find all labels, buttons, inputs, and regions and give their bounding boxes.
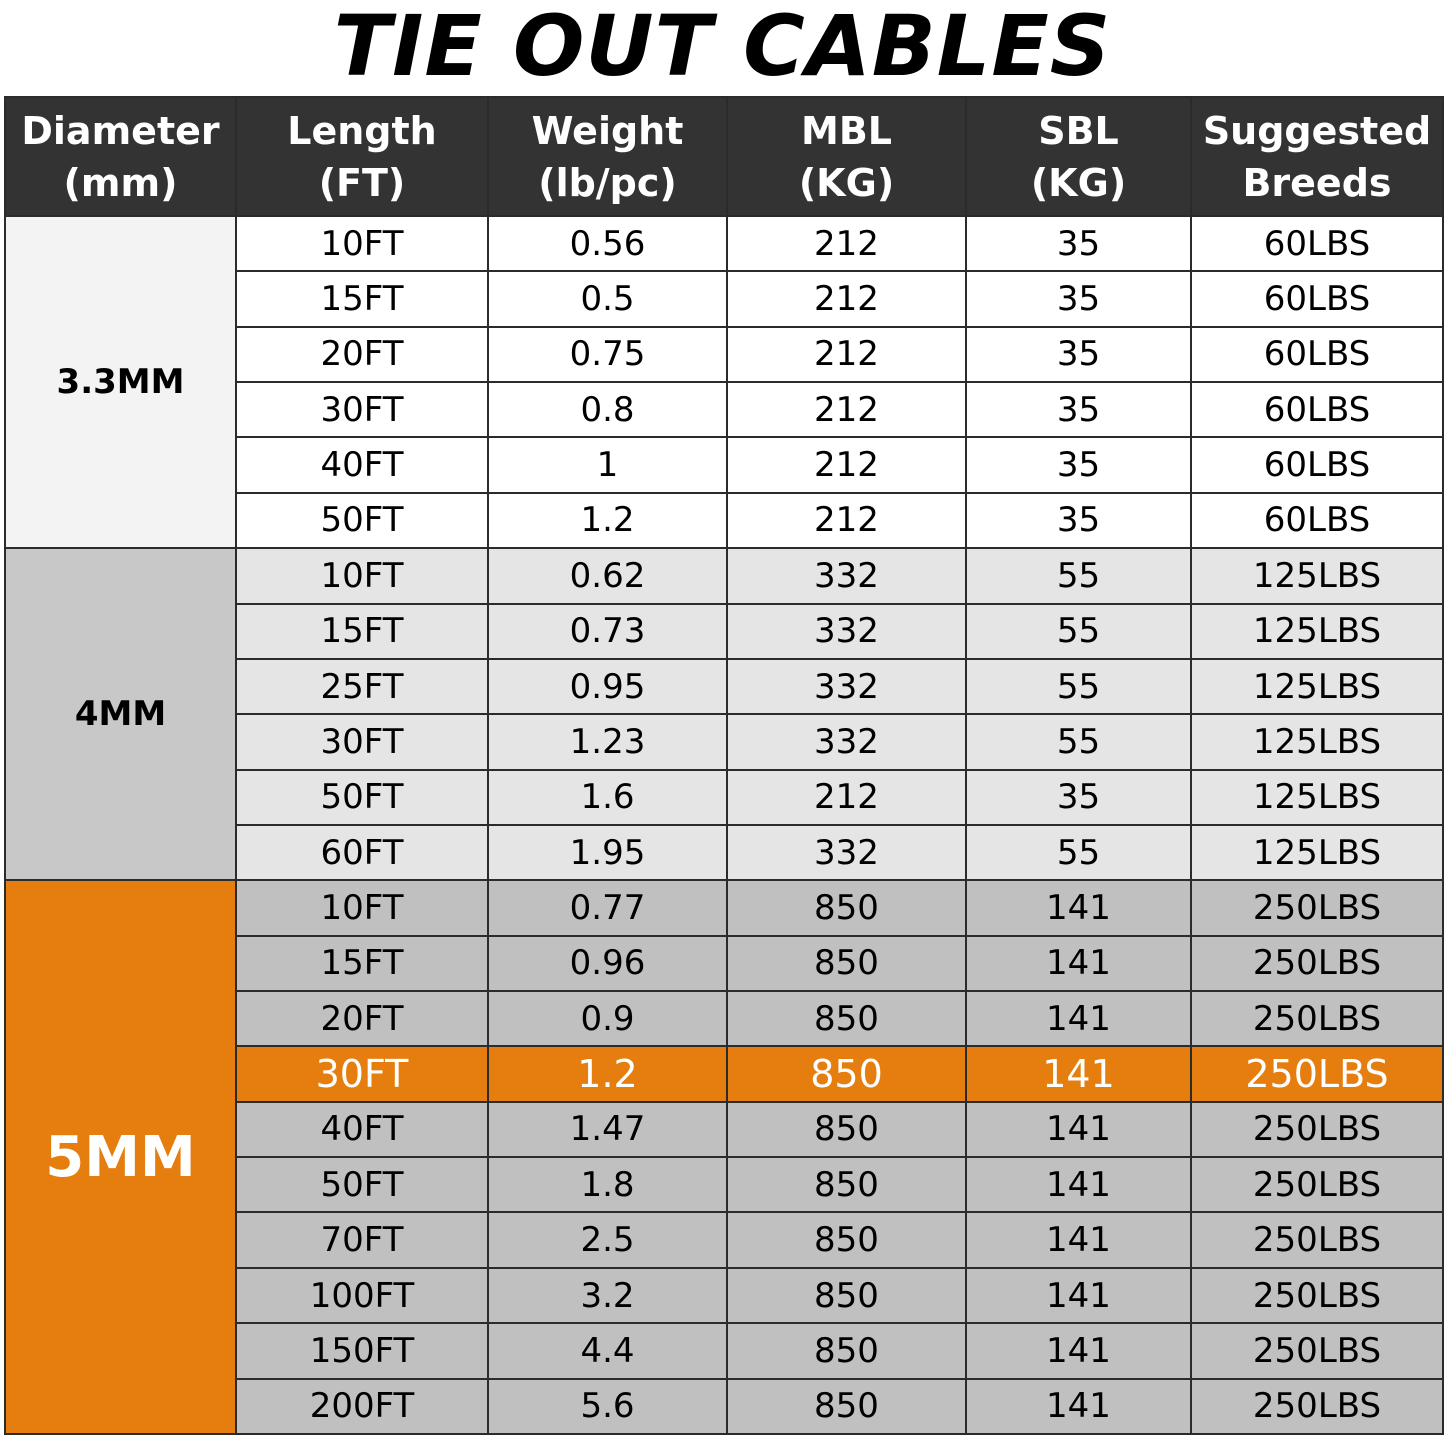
header-line: (KG)	[798, 160, 895, 205]
weight-cell: 1.2	[488, 493, 727, 548]
weight-cell: 1.47	[488, 1102, 727, 1157]
mbl-cell: 850	[727, 1212, 966, 1267]
header-line: Breeds	[1242, 160, 1392, 205]
mbl-cell: 850	[727, 936, 966, 991]
mbl-cell: 850	[727, 880, 966, 935]
weight-cell: 0.62	[488, 548, 727, 603]
length-cell: 10FT	[236, 216, 488, 271]
mbl-cell: 332	[727, 825, 966, 880]
sbl-cell: 35	[966, 770, 1191, 825]
length-cell: 20FT	[236, 991, 488, 1046]
sbl-cell: 141	[966, 1212, 1191, 1267]
header-line: Length	[287, 108, 437, 153]
length-cell: 15FT	[236, 604, 488, 659]
mbl-cell: 212	[727, 216, 966, 271]
weight-cell: 0.77	[488, 880, 727, 935]
breeds-cell: 250LBS	[1191, 1212, 1443, 1267]
length-cell: 150FT	[236, 1323, 488, 1378]
mbl-cell: 212	[727, 493, 966, 548]
breeds-cell: 250LBS	[1191, 936, 1443, 991]
weight-cell: 1	[488, 437, 727, 492]
mbl-cell: 850	[727, 1157, 966, 1212]
sbl-cell: 35	[966, 216, 1191, 271]
breeds-cell: 125LBS	[1191, 604, 1443, 659]
weight-cell: 1.2	[488, 1046, 727, 1101]
length-cell: 10FT	[236, 880, 488, 935]
sbl-cell: 141	[966, 1046, 1191, 1101]
tie-out-cables-table	[4, 96, 1444, 1435]
header-suggested-breeds	[1191, 97, 1443, 216]
breeds-cell: 250LBS	[1191, 1268, 1443, 1323]
weight-cell: 0.56	[488, 216, 727, 271]
header-line: (mm)	[63, 160, 178, 205]
mbl-cell: 850	[727, 1102, 966, 1157]
table-row	[5, 216, 1443, 271]
length-cell: 200FT	[236, 1379, 488, 1434]
mbl-cell: 850	[727, 1046, 966, 1101]
sbl-cell: 141	[966, 1268, 1191, 1323]
weight-cell: 2.5	[488, 1212, 727, 1267]
header-line: (KG)	[1030, 160, 1127, 205]
sbl-cell: 141	[966, 991, 1191, 1046]
breeds-cell: 125LBS	[1191, 548, 1443, 603]
breeds-cell: 250LBS	[1191, 1046, 1443, 1101]
weight-cell: 5.6	[488, 1379, 727, 1434]
header-line: Weight	[531, 108, 684, 153]
page-title: TIE OUT CABLES	[333, 0, 1112, 95]
breeds-cell: 60LBS	[1191, 382, 1443, 437]
weight-cell: 1.23	[488, 714, 727, 769]
length-cell: 10FT	[236, 548, 488, 603]
length-cell: 15FT	[236, 271, 488, 326]
table-header	[5, 97, 1443, 216]
sbl-cell: 35	[966, 271, 1191, 326]
sbl-cell: 35	[966, 327, 1191, 382]
weight-cell: 0.8	[488, 382, 727, 437]
mbl-cell: 212	[727, 271, 966, 326]
sbl-cell: 55	[966, 604, 1191, 659]
header-diameter	[5, 97, 236, 216]
breeds-cell: 60LBS	[1191, 327, 1443, 382]
mbl-cell: 850	[727, 1379, 966, 1434]
header-line: SBL	[1038, 108, 1119, 153]
length-cell: 70FT	[236, 1212, 488, 1267]
sbl-cell: 141	[966, 1323, 1191, 1378]
mbl-cell: 332	[727, 659, 966, 714]
header-line: MBL	[801, 108, 892, 153]
sbl-cell: 141	[966, 1379, 1191, 1434]
weight-cell: 3.2	[488, 1268, 727, 1323]
table-body	[5, 216, 1443, 1434]
breeds-cell: 250LBS	[1191, 1102, 1443, 1157]
length-cell: 30FT	[236, 714, 488, 769]
length-cell: 30FT	[236, 382, 488, 437]
sbl-cell: 55	[966, 825, 1191, 880]
weight-cell: 0.96	[488, 936, 727, 991]
header-sbl	[966, 97, 1191, 216]
breeds-cell: 250LBS	[1191, 991, 1443, 1046]
breeds-cell: 250LBS	[1191, 1379, 1443, 1434]
diameter-cell: 4MM	[5, 548, 236, 880]
weight-cell: 0.73	[488, 604, 727, 659]
mbl-cell: 212	[727, 327, 966, 382]
length-cell: 25FT	[236, 659, 488, 714]
sbl-cell: 35	[966, 437, 1191, 492]
length-cell: 30FT	[236, 1046, 488, 1101]
breeds-cell: 250LBS	[1191, 1157, 1443, 1212]
breeds-cell: 125LBS	[1191, 825, 1443, 880]
weight-cell: 1.8	[488, 1157, 727, 1212]
sbl-cell: 55	[966, 548, 1191, 603]
breeds-cell: 125LBS	[1191, 714, 1443, 769]
sbl-cell: 141	[966, 1102, 1191, 1157]
mbl-cell: 850	[727, 1268, 966, 1323]
header-line: Diameter	[21, 108, 220, 153]
weight-cell: 0.75	[488, 327, 727, 382]
breeds-cell: 125LBS	[1191, 659, 1443, 714]
header-line: (FT)	[318, 160, 406, 205]
mbl-cell: 212	[727, 770, 966, 825]
weight-cell: 0.9	[488, 991, 727, 1046]
sbl-cell: 55	[966, 659, 1191, 714]
length-cell: 50FT	[236, 1157, 488, 1212]
sbl-cell: 141	[966, 880, 1191, 935]
weight-cell: 0.95	[488, 659, 727, 714]
diameter-cell: 3.3MM	[5, 216, 236, 548]
length-cell: 60FT	[236, 825, 488, 880]
mbl-cell: 850	[727, 991, 966, 1046]
length-cell: 15FT	[236, 936, 488, 991]
length-cell: 20FT	[236, 327, 488, 382]
breeds-cell: 60LBS	[1191, 216, 1443, 271]
sbl-cell: 141	[966, 936, 1191, 991]
length-cell: 50FT	[236, 770, 488, 825]
table-row	[5, 548, 1443, 603]
mbl-cell: 332	[727, 604, 966, 659]
length-cell: 40FT	[236, 1102, 488, 1157]
diameter-cell: 5MM	[5, 880, 236, 1434]
sbl-cell: 55	[966, 714, 1191, 769]
breeds-cell: 60LBS	[1191, 493, 1443, 548]
header-weight	[488, 97, 727, 216]
header-mbl	[727, 97, 966, 216]
mbl-cell: 212	[727, 437, 966, 492]
weight-cell: 0.5	[488, 271, 727, 326]
weight-cell: 1.6	[488, 770, 727, 825]
table-row	[5, 880, 1443, 935]
weight-cell: 4.4	[488, 1323, 727, 1378]
length-cell: 100FT	[236, 1268, 488, 1323]
sbl-cell: 35	[966, 493, 1191, 548]
mbl-cell: 212	[727, 382, 966, 437]
header-line: Suggested	[1202, 108, 1432, 153]
breeds-cell: 60LBS	[1191, 271, 1443, 326]
weight-cell: 1.95	[488, 825, 727, 880]
breeds-cell: 125LBS	[1191, 770, 1443, 825]
length-cell: 50FT	[236, 493, 488, 548]
mbl-cell: 850	[727, 1323, 966, 1378]
sbl-cell: 141	[966, 1157, 1191, 1212]
mbl-cell: 332	[727, 714, 966, 769]
length-cell: 40FT	[236, 437, 488, 492]
header-line: (lb/pc)	[538, 160, 677, 205]
breeds-cell: 60LBS	[1191, 437, 1443, 492]
header-length	[236, 97, 488, 216]
sbl-cell: 35	[966, 382, 1191, 437]
mbl-cell: 332	[727, 548, 966, 603]
breeds-cell: 250LBS	[1191, 1323, 1443, 1378]
breeds-cell: 250LBS	[1191, 880, 1443, 935]
